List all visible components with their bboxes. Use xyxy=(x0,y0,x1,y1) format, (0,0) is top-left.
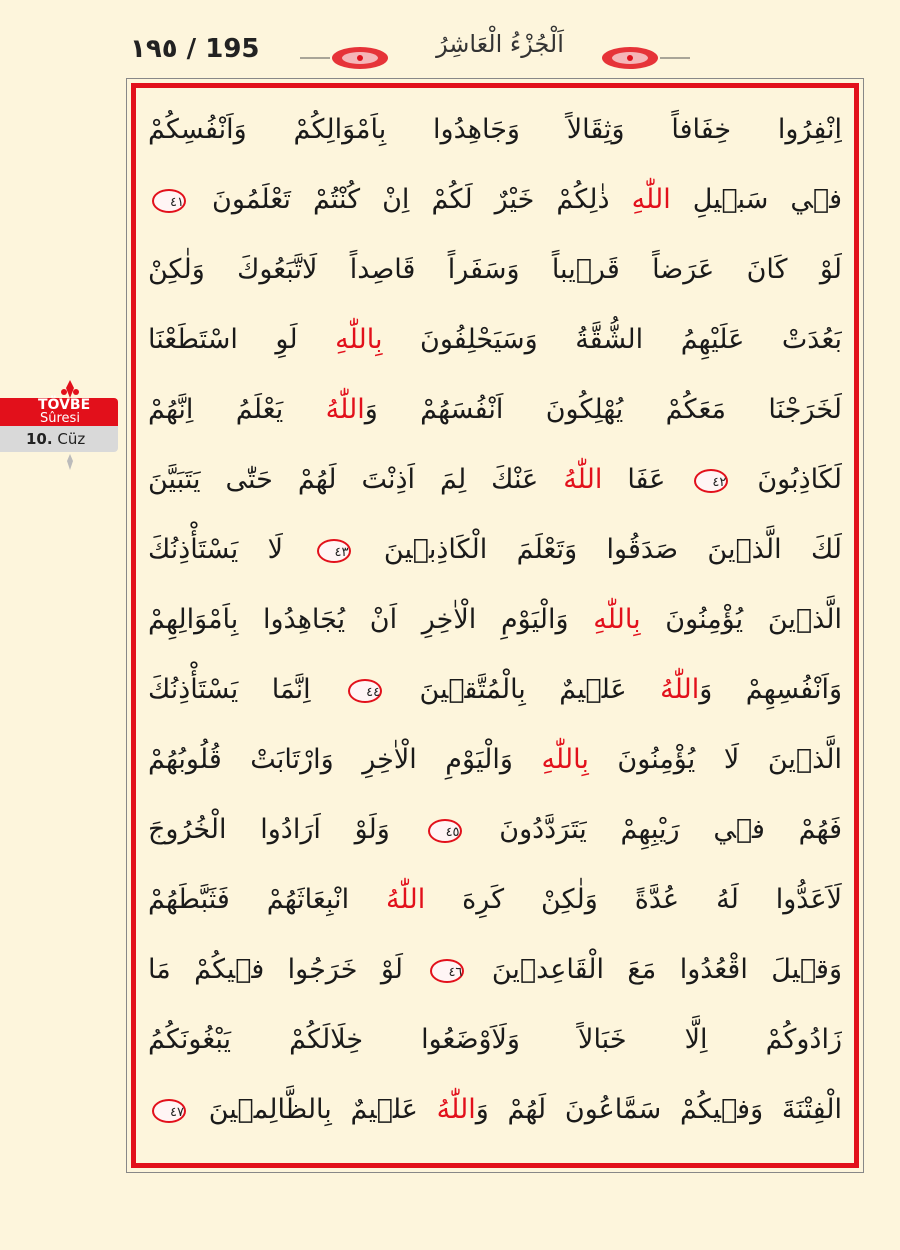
surah-label: Sûresi xyxy=(40,411,80,426)
divine-name-word: اللّٰهُ xyxy=(325,394,365,425)
verse-number-marker: ٤٦ xyxy=(430,959,464,983)
verse-text: الَّذ۪ينَ لَا يُؤْمِنُونَ xyxy=(588,744,842,775)
verse-text: وَالْيَوْمِ الْاٰخِرِ وَارْتَابَتْ قُلُوبُهُمْ xyxy=(148,744,542,775)
surah-side-tab[interactable] xyxy=(0,378,120,478)
divine-name-word: بِاللّٰهِ xyxy=(335,324,383,355)
verse-text: انْبِعَاثَهُمْ فَثَبَّطَهُمْ xyxy=(148,884,387,915)
verse-text: زَادُوكُمْ اِلَّا خَبَالاً وَلَاَوْضَعُوا خِلَالَكُمْ يَبْغُونَكُمُ xyxy=(148,1024,842,1055)
divine-name-word: بِاللّٰهِ xyxy=(593,604,641,635)
divine-name-word: اللّٰهِ xyxy=(631,184,671,215)
verse-text: عَل۪يمٌ بِالْمُتَّق۪ينَ xyxy=(386,674,661,705)
verse-text: اِنْفِرُوا خِفَافاً وَثِقَالاً وَجَاهِدُوا بِاَمْوَالِكُمْ وَاَنْفُسِكُمْ xyxy=(148,114,842,145)
ornament-right-icon xyxy=(600,44,690,72)
quran-text xyxy=(148,98,842,1153)
verse-number-marker: ٤٣ xyxy=(317,539,351,563)
verse-text: عَل۪يمٌ بِالظَّالِم۪ينَ xyxy=(190,1094,437,1125)
juz-indicator xyxy=(26,430,85,448)
verse-line xyxy=(148,520,842,580)
divine-name-word: بِاللّٰهِ xyxy=(541,744,589,775)
verse-text: اِنَّمَا يَسْتَأْذِنُكَ xyxy=(148,674,345,705)
verse-text: لَا يَسْتَأْذِنُكَ xyxy=(148,534,313,565)
page-number-arabic: ١٩٥ xyxy=(130,34,178,64)
verse-text: الْفِتْنَةَ وَف۪يكُمْ سَمَّاعُونَ لَهُمْ وَ xyxy=(475,1094,842,1125)
verse-text: عَنْكَ لِمَ اَذِنْتَ لَهُمْ حَتّٰى يَتَبَيَّنَ xyxy=(148,464,564,495)
fleuron-bottom-icon xyxy=(62,454,78,472)
verse-text: لَكَ الَّذ۪ينَ صَدَقُوا وَتَعْلَمَ الْكَاذِب۪ينَ xyxy=(354,534,842,565)
verse-number-marker: ٤٥ xyxy=(428,819,462,843)
verse-line xyxy=(148,870,842,930)
page-number-separator: / xyxy=(186,34,197,64)
verse-number-marker: ٤١ xyxy=(152,189,186,213)
ornament-left-icon xyxy=(300,44,390,72)
verse-text: لَوِ اسْتَطَعْنَا xyxy=(148,324,336,355)
verse-text: عَفَا xyxy=(602,464,691,495)
divine-name-word: اللّٰهُ xyxy=(563,464,603,495)
juz-title: اَلْجُزْءُ الْعَاشِرُ xyxy=(436,30,564,58)
verse-text: لَكَاذِبُونَ xyxy=(732,464,842,495)
divine-name-word: اللّٰهُ xyxy=(660,674,700,705)
verse-line xyxy=(148,240,842,300)
verse-line xyxy=(148,800,842,860)
verse-text: يَعْلَمُ اِنَّهُمْ xyxy=(148,394,326,425)
page-number xyxy=(130,34,260,64)
verse-line xyxy=(148,590,842,650)
verse-line xyxy=(148,100,842,160)
verse-text: فَهُمْ ف۪ي رَيْبِهِمْ يَتَرَدَّدُونَ xyxy=(465,814,842,845)
verse-text: ذٰلِكُمْ خَيْرٌ لَكُمْ اِنْ كُنْتُمْ تَعْلَمُونَ xyxy=(190,184,632,215)
verse-line xyxy=(148,730,842,790)
verse-line xyxy=(148,940,842,1000)
divine-name-word: اللّٰهُ xyxy=(386,884,426,915)
verse-text: لَخَرَجْنَا مَعَكُمْ يُهْلِكُونَ اَنْفُسَهُمْ وَ xyxy=(364,394,842,425)
verse-number-marker: ٤٢ xyxy=(694,469,728,493)
verse-line xyxy=(148,170,842,230)
verse-text: وَالْيَوْمِ الْاٰخِرِ اَنْ يُجَاهِدُوا بِاَمْوَالِهِمْ xyxy=(148,604,594,635)
verse-line xyxy=(148,310,842,370)
page-number-latin: 195 xyxy=(205,34,260,64)
verse-line xyxy=(148,450,842,510)
surah-name: TÖVBE xyxy=(38,397,91,413)
verse-text: وَاَنْفُسِهِمْ وَ xyxy=(699,674,842,705)
verse-text: وَق۪يلَ اقْعُدُوا مَعَ الْقَاعِد۪ينَ xyxy=(468,954,842,985)
juz-label: Cüz xyxy=(57,430,86,448)
divine-name-word: اللّٰهُ xyxy=(436,1094,476,1125)
juz-number: 10. xyxy=(26,430,53,448)
verse-line xyxy=(148,1010,842,1070)
verse-text: بَعُدَتْ عَلَيْهِمُ الشُّقَّةُ وَسَيَحْلِفُونَ xyxy=(382,324,842,355)
verse-text: لَاَعَدُّوا لَهُ عُدَّةً وَلٰكِنْ كَرِهَ xyxy=(425,884,842,915)
verse-number-marker: ٤٤ xyxy=(348,679,382,703)
verse-text: الَّذ۪ينَ يُؤْمِنُونَ xyxy=(640,604,842,635)
verse-line xyxy=(148,1080,842,1140)
verse-text: لَوْ كَانَ عَرَضاً قَر۪يباً وَسَفَراً قَاصِداً لَاتَّبَعُوكَ وَلٰكِنْ xyxy=(148,254,842,285)
verse-text: لَوْ خَرَجُوا ف۪يكُمْ مَا xyxy=(148,954,427,985)
verse-line xyxy=(148,380,842,440)
verse-number-marker: ٤٧ xyxy=(152,1099,186,1123)
verse-line xyxy=(148,660,842,720)
verse-text: وَلَوْ اَرَادُوا الْخُرُوجَ xyxy=(148,814,424,845)
verse-text: ف۪ي سَب۪يلِ xyxy=(670,184,842,215)
